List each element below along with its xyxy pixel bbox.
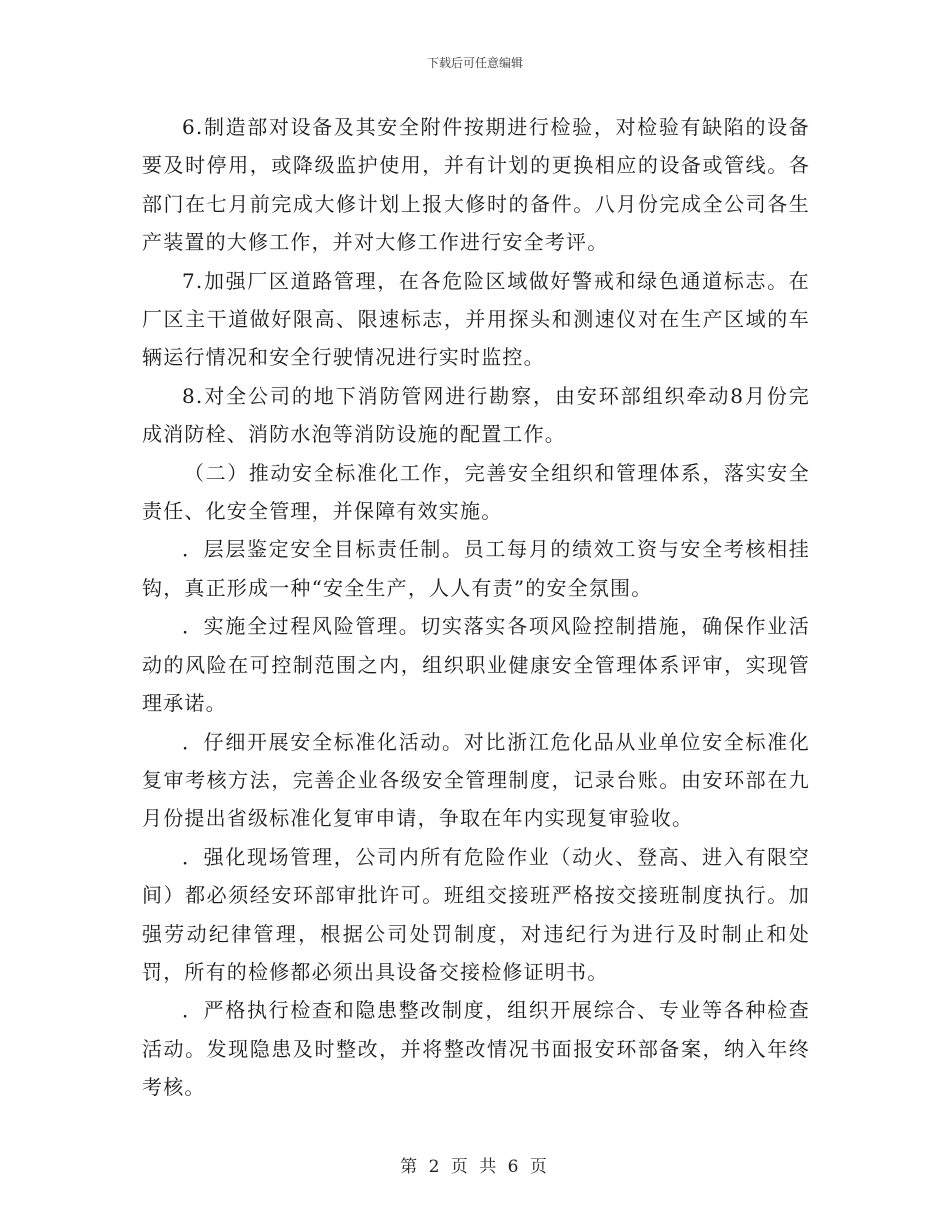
paragraph-item-8: 8.对全公司的地下消防管网进行勘察，由安环部组织牵动8月份完成消防栓、消防水泡等消防设施的配置工作。	[142, 383, 810, 447]
page-number: 第 2 页 共 6 页	[400, 1157, 550, 1177]
document-body	[142, 108, 810, 1107]
paragraph-risk-management: ．实施全过程风险管理。切实落实各项风险控制措施，确保作业活动的风险在可控制范围之内，组织职业健康安全管理体系评审，实现管理承诺。	[142, 614, 810, 716]
paragraph-inspection: ．严格执行检查和隐患整改制度，组织开展综合、专业等各种检查活动。发现隐患及时整改，并将整改情况书面报安环部备案，纳入年终考核。	[142, 998, 810, 1100]
section-heading-paragraph: （二）推动安全标准化工作，完善安全组织和管理体系，落实安全责任、化安全管理，并保障有效实施。	[142, 460, 810, 524]
paragraph-item-7: 7.加强厂区道路管理，在各危险区域做好警戒和绿色通道标志。在厂区主干道做好限高、限速标志，并用探头和测速仪对在生产区域的车辆运行情况和安全行驶情况进行实时监控。	[142, 268, 810, 370]
paragraph-standardization: ．仔细开展安全标准化活动。对比浙江危化品从业单位安全标准化复审考核方法，完善企业各级安全管理制度，记录台账。由安环部在九月份提出省级标准化复审申请，争取在年内实现复审验收。	[142, 729, 810, 831]
paragraph-item-6: 6.制造部对设备及其安全附件按期进行检验，对检验有缺陷的设备要及时停用，或降级监护使用，并有计划的更换相应的设备或管线。各部门在七月前完成大修计划上报大修时的备件。八月份完成全公司各生产装置的大修工作，并对大修工作进行安全考评。	[142, 115, 810, 255]
page-header-note: 下载后可任意编辑	[426, 56, 523, 70]
paragraph-responsibility: ．层层鉴定安全目标责任制。员工每月的绩效工资与安全考核相挂钩，真正形成一种“安全生产，人人有责”的安全氛围。	[142, 537, 810, 600]
paragraph-site-management: ．强化现场管理，公司内所有危险作业（动火、登高、进入有限空间）都必须经安环部审批许可。班组交接班严格按交接班制度执行。加强劳动纪律管理，根据公司处罚制度，对违纪行为进行及时制止和处罚，所有的检修都必须出具设备交接检修证明书。	[142, 844, 810, 984]
